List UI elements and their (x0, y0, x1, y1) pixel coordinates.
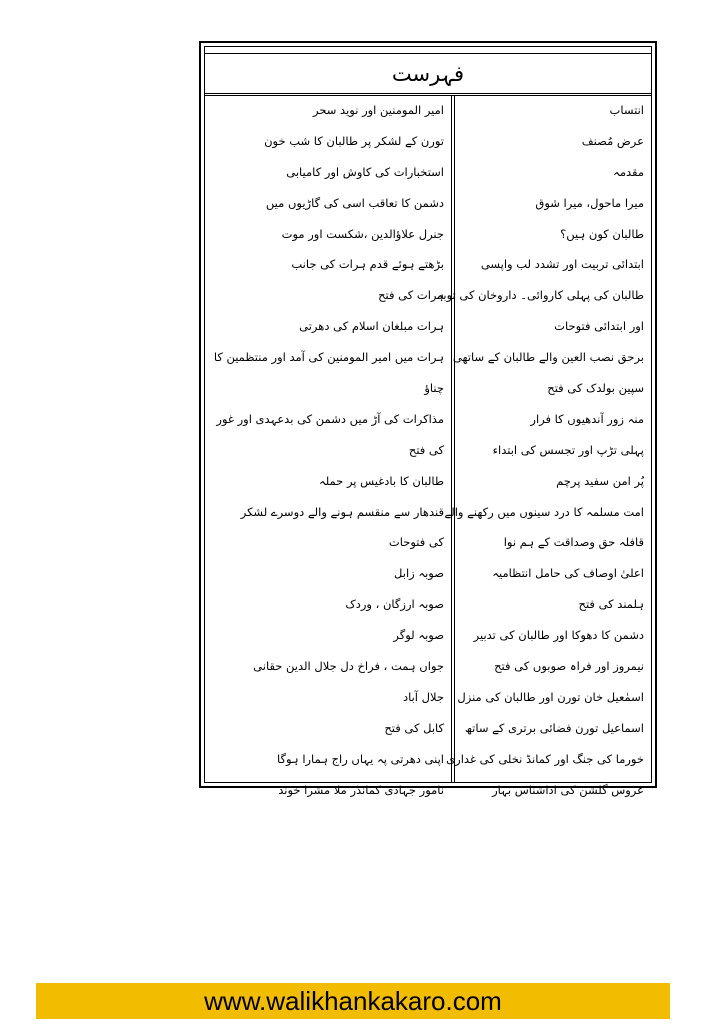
toc-entry: طالبان کون ہیں؟ (560, 226, 644, 241)
toc-entry: طالبان کا بادغیس پر حملہ (318, 473, 444, 488)
toc-entry: کابل کی فتح (384, 720, 444, 735)
toc-entry: مقدمہ (613, 164, 644, 179)
toc-entry: جنرل علاؤالدین ،شکست اور موت (281, 226, 444, 241)
toc-entry: ابتدائی تربیت اور تشدد لب واپسی (480, 257, 644, 272)
toc-entry: پُر امن سفید پرچم (556, 473, 644, 488)
toc-entry: اسماعیل تورن فضائی برتری کے ساتھ (464, 720, 644, 735)
toc-column-left (213, 95, 444, 797)
title-rule-bottom-1 (204, 93, 652, 94)
toc-entry: قندھار سے منقسم ہونے والے دوسرے لشکر (240, 504, 444, 519)
toc-entry: عرض مُصنف (581, 133, 644, 148)
toc-entry: اسمٰعیل خان تورن اور طالبان کی منزل (457, 689, 644, 704)
website-footer[interactable]: www.walikhankakaro.com (36, 983, 670, 1019)
title-rule-top (204, 53, 652, 54)
toc-entry: چناؤ (424, 381, 444, 396)
toc-entry: استخبارات کی کاوش اور کامیابی (286, 164, 444, 179)
toc-entry: کی فتوحات (388, 535, 444, 550)
toc-entry: طالبان کی پہلی کاروائی۔ داروخان کی توبہ (436, 288, 644, 303)
toc-entry: انتساب (609, 103, 644, 117)
toc-entry: مذاکرات کی آڑ میں دشمن کی بدعہدی اور غور (216, 411, 444, 426)
page-title: فہرست (391, 62, 465, 86)
column-divider (454, 95, 455, 783)
toc-entry: منہ زور آندھیوں کا فرار (530, 411, 644, 426)
toc-entry: جلال آباد (402, 689, 444, 704)
toc-entry: صوبہ لوگر (393, 628, 444, 643)
toc-entry: امیر المومنین اور نوید سحر (312, 103, 444, 117)
toc-entry: جواں ہمت ، فراخ دل جلال الدین حقانی (253, 659, 444, 674)
toc-entry: تورن کے لشکر پر طالبان کا شب خون (264, 133, 444, 148)
toc-entry: کی فتح (408, 442, 444, 457)
toc-entry: پہلی تڑپ اور تجسس کی ابتداء (492, 442, 644, 457)
toc-entry: میرا ماحول، میرا شوق (535, 195, 644, 210)
toc-entry: اور ابتدائی فتوحات (554, 319, 644, 334)
toc-entry: سپین بولدک کی فتح (547, 381, 644, 396)
toc-entry: قافلہ حق وصداقت کے ہم نوا (503, 535, 644, 550)
toc-entry: عروس گلشن کی اداشناس بہار (492, 782, 644, 797)
toc-entry: برحق نصب العین والے طالبان کے ساتھی (452, 350, 644, 365)
toc-entry: ہلمند کی فتح (578, 597, 644, 612)
toc-entry: امت مسلمہ کا درد سینوں میں رکھنے والے (444, 504, 644, 519)
toc-entry: دشمن کا تعاقب اسی کی گاڑیوں میں (265, 195, 444, 210)
toc-entry: ہرات کی فتح (378, 288, 444, 303)
toc-entry: صوبہ ارزگان ، وردک (345, 597, 444, 612)
toc-entry: اپنی دھرتی پہ یہاں راج ہمارا ہوگا (277, 751, 444, 766)
toc-entry: اعلیٰ اوصاف کی حامل انتظامیہ (492, 566, 644, 581)
toc-entry: دشمن کا دھوکا اور طالبان کی تدبیر (473, 628, 644, 643)
toc-column-right (436, 95, 644, 797)
toc-entry: نامور جہادی کمانڈر ملا مشرا خوند (278, 782, 444, 797)
toc-entry: نیمروز اور فراہ صوبوں کی فتح (494, 659, 644, 674)
toc-entry: ہرات میں امیر المومنین کی آمد اور منتظمین کا (213, 350, 444, 365)
column-divider (451, 95, 452, 783)
toc-entry: صوبہ زابل (394, 566, 444, 581)
toc-entry: ہرات مبلغان اسلام کی دھرتی (299, 319, 444, 334)
toc-entry: بڑھتے ہوئے قدم ہرات کی جانب (291, 257, 444, 272)
toc-entry: خورما کی جنگ اور کمانڈ نخلی کی غداری (446, 751, 644, 766)
